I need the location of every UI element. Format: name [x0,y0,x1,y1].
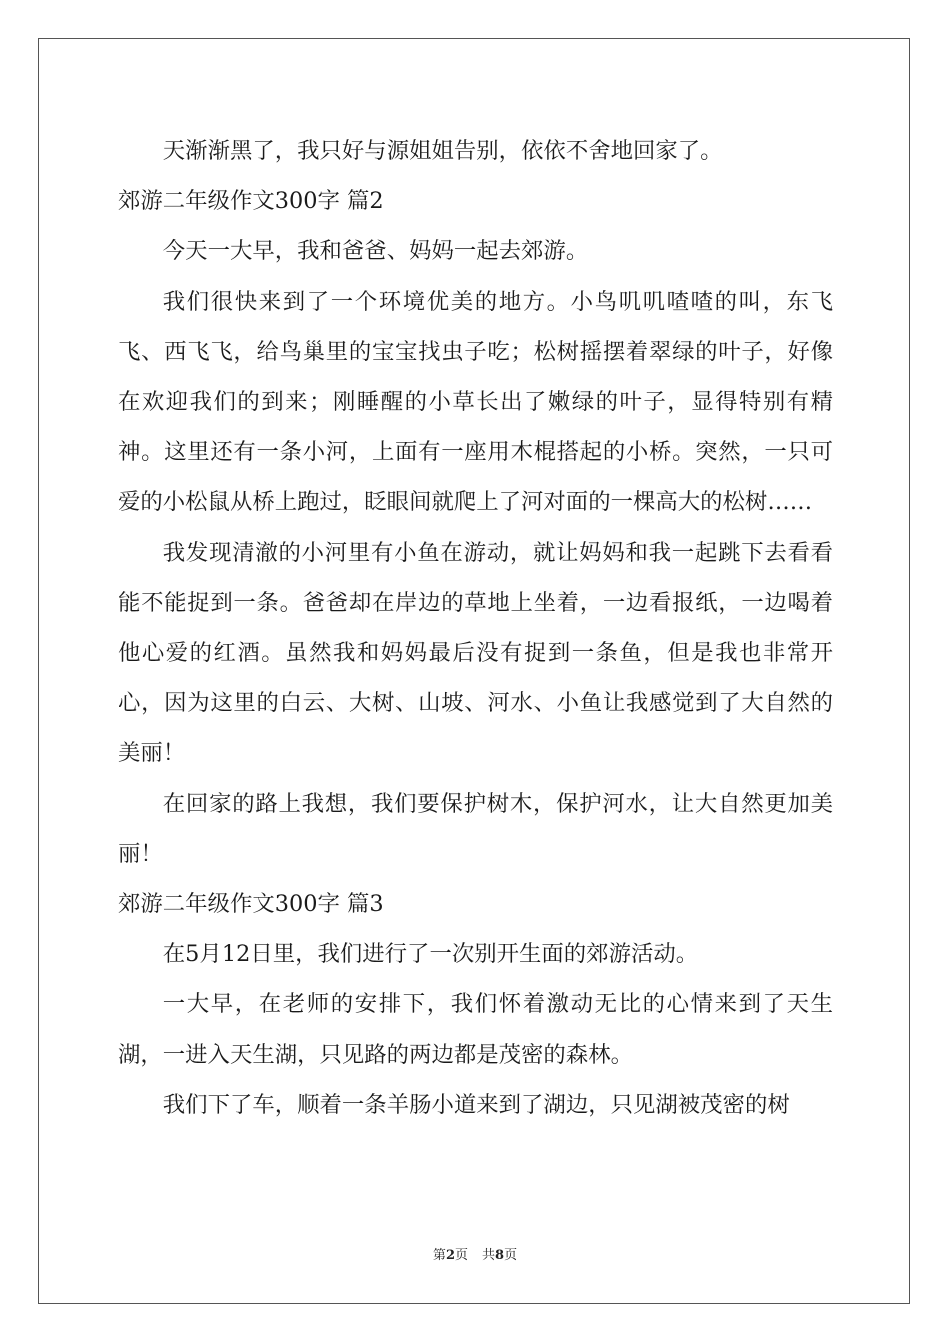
paragraph: 我们很快来到了一个环境优美的地方。小鸟叽叽喳喳的叫，东飞飞、西飞飞，给鸟巢里的宝宝找虫子吃；松树摇摆着翠绿的叶子，好像在欢迎我们的到来；刚睡醒的小草长出了嫩绿的叶子，显得特别有精神。这里还有一条小河，上面有一座用木棍搭起的小桥。突然，一只可爱的小松鼠从桥上跑过，眨眼间就爬上了河对面的一棵高大的松树…… [118,288,833,516]
paragraph: 天渐渐黑了，我只好与源姐姐告别，依依不舍地回家了。 [162,138,723,164]
paragraph: 一大早，在老师的安排下，我们怀着激动无比的心情来到了天生湖，一进入天生湖，只见路的两边都是茂密的森林。 [118,991,833,1068]
page-footer [0,1244,950,1263]
paragraph: 我发现清澈的小河里有小鱼在游动，就让妈妈和我一起跳下去看看能不能捉到一条。爸爸却在岸边的草地上坐着，一边看报纸，一边喝着他心爱的红酒。虽然我和妈妈最后没有捉到一条鱼，但是我也非常开心，因为这里的白云、大树、山坡、河水、小鱼让我感觉到了大自然的美丽！ [118,539,833,767]
section-heading: 郊游二年级作文300字 篇3 [118,891,384,918]
page-label-suffix: 页 [454,1248,468,1263]
total-label-prefix: 共 [482,1248,496,1263]
total-page-count: 8 [495,1248,505,1263]
page-label-prefix: 第 [432,1248,446,1263]
current-page-number: 2 [445,1248,455,1263]
paragraph: 今天一大早，我和爸爸、妈妈一起去郊游。 [162,238,589,265]
total-label-suffix: 页 [504,1248,518,1263]
section-heading: 郊游二年级作文300字 篇2 [118,188,384,215]
document-body [118,126,833,1130]
paragraph: 在5月12日里，我们进行了一次别开生面的郊游活动。 [162,941,699,968]
paragraph: 在回家的路上我想，我们要保护树木，保护河水，让大自然更加美丽！ [118,790,833,867]
paragraph: 我们下了车，顺着一条羊肠小道来到了湖边，只见湖被茂密的树 [162,1091,790,1118]
